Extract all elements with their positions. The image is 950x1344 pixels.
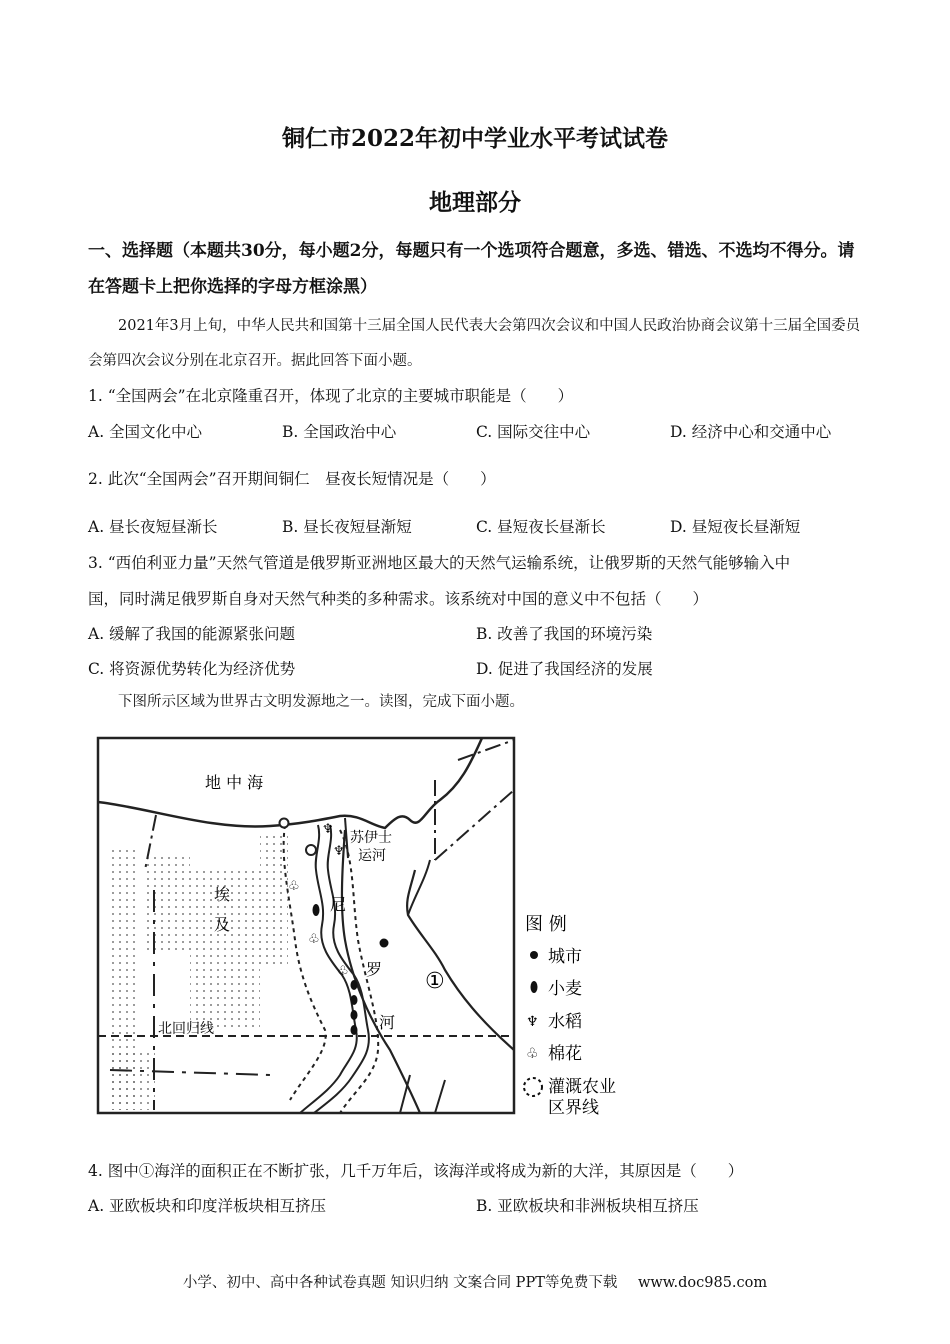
red-sea-east-coast <box>407 870 514 1050</box>
eastern-borders <box>435 740 514 860</box>
q2-option-a: A. 昼长夜短昼渐长 <box>88 518 218 536</box>
map-legend <box>524 914 616 1118</box>
dot-icon <box>530 951 538 959</box>
page-title: 铜仁市2022年初中学业水平考试试卷 <box>281 125 668 152</box>
q4-option-b: B. 亚欧板块和非洲板块相互挤压 <box>476 1197 699 1215</box>
footer-text: 小学、初中、高中各种试卷真题 知识归纳 文案合同 PPT等免费下载 <box>182 1275 618 1291</box>
city-marker-alexandria <box>280 819 289 828</box>
question-3-stem-line1: 3. “西伯利亚力量”天然气管道是俄罗斯亚洲地区最大的天然气运输系统，让俄罗斯的天然气能够输入中 <box>88 554 791 572</box>
q3-option-b: B. 改善了我国的环境污染 <box>476 625 653 643</box>
wheat-icon <box>531 981 538 993</box>
question-2-stem: 2. 此次“全国两会”召开期间铜仁 昼夜长短情况是（ ） <box>88 470 496 488</box>
rice-icon: ♆ <box>333 844 345 859</box>
q3-option-a: A. 缓解了我国的能源紧张问题 <box>88 625 296 643</box>
wheat-icon <box>313 904 320 916</box>
cotton-icon: ♧ <box>526 1046 539 1062</box>
question-4-stem: 4. 图中①海洋的面积正在不断扩张，几千万年后，该海洋或将成为新的大洋，其原因是（ ） <box>88 1162 744 1180</box>
rice-icon: ♆ <box>322 822 334 837</box>
legend-rice-label: 水稻 <box>548 1012 582 1032</box>
wheat-icon <box>351 980 358 990</box>
river-label-char3: 河 <box>379 1013 396 1032</box>
legend-title: 图 例 <box>525 914 567 935</box>
q3-option-d: D. 促进了我国经济的发展 <box>476 660 653 678</box>
section-heading: 一、选择题（本题共30分，每小题2分，每题只有一个选项符合题意，多选、错选、不选均不得分。请在答题卡上把你选择的字母方框涂黑） <box>88 241 855 297</box>
sea-label: 地 中 海 <box>205 773 264 792</box>
q1-option-a: A. 全国文化中心 <box>88 423 203 441</box>
intro-paragraph-2: 下图所示区域为世界古文明发源地之一。读图，完成下面小题。 <box>118 694 524 710</box>
irrigation-boundary-west <box>284 825 326 1100</box>
legend-irrigation-label-line1: 灌溉农业 <box>548 1077 616 1097</box>
page-subtitle: 地理部分 <box>429 189 521 216</box>
desert-dotted-area <box>110 835 288 1110</box>
canal-label-line2: 运河 <box>358 848 386 864</box>
legend-irrigation-label-line2: 区界线 <box>548 1098 599 1118</box>
cotton-icon: ♧ <box>337 964 349 979</box>
q1-option-d: D. 经济中心和交通中心 <box>670 423 832 441</box>
city-dot <box>380 939 389 948</box>
wheat-icon <box>351 1010 358 1020</box>
country-label-char1: 埃 <box>214 885 231 904</box>
river-label-char1: 尼 <box>330 895 347 914</box>
canal-label-line1: 苏伊士 <box>350 830 392 846</box>
page-footer <box>0 1271 950 1292</box>
rice-icon: ♆ <box>526 1014 539 1030</box>
question-1-stem: 1. “全国两会”在北京隆重召开，体现了北京的主要城市职能是（ ） <box>88 387 574 405</box>
irrigation-boundary-icon <box>524 1078 542 1096</box>
coastline <box>98 738 482 828</box>
river-label-char2: 罗 <box>366 960 383 979</box>
q4-option-a: A. 亚欧板块和印度洋板块相互挤压 <box>88 1197 327 1215</box>
lake-outline <box>400 1075 445 1113</box>
q2-option-c: C. 昼短夜长昼渐长 <box>476 518 606 536</box>
question-3-stem-line2: 国，同时满足俄罗斯自身对天然气种类的多种需求。该系统对中国的意义中不包括（ ） <box>88 590 709 608</box>
footer-url[interactable]: www.doc985.com <box>637 1275 768 1291</box>
city-marker-cairo <box>306 845 316 855</box>
cotton-icon: ♧ <box>288 879 300 894</box>
wheat-icon <box>351 995 358 1005</box>
q1-option-b: B. 全国政治中心 <box>282 423 397 441</box>
legend-cotton-label: 棉花 <box>548 1044 582 1064</box>
tropic-label: 北回归线 <box>158 1021 214 1037</box>
q3-option-c: C. 将资源优势转化为经济优势 <box>88 660 296 678</box>
country-label-char2: 及 <box>214 915 231 934</box>
legend-city-label: 城市 <box>548 947 582 967</box>
q1-option-c: C. 国际交往中心 <box>476 423 591 441</box>
q2-option-b: B. 昼长夜短昼渐短 <box>282 518 412 536</box>
intro-paragraph: 2021年3月上旬，中华人民共和国第十三届全国人民代表大会第四次会议和中国人民政治协商会议第十三届全国委员会第四次会议分别在北京召开。据此回答下面小题。 <box>88 318 861 369</box>
sea-marker-circle-1: ① <box>425 969 445 994</box>
legend-wheat-label: 小麦 <box>548 979 582 999</box>
cotton-icon: ♧ <box>308 932 320 947</box>
q2-option-d: D. 昼短夜长昼渐短 <box>670 518 801 536</box>
wheat-icon <box>351 1025 358 1035</box>
egypt-nile-map <box>90 730 650 1125</box>
